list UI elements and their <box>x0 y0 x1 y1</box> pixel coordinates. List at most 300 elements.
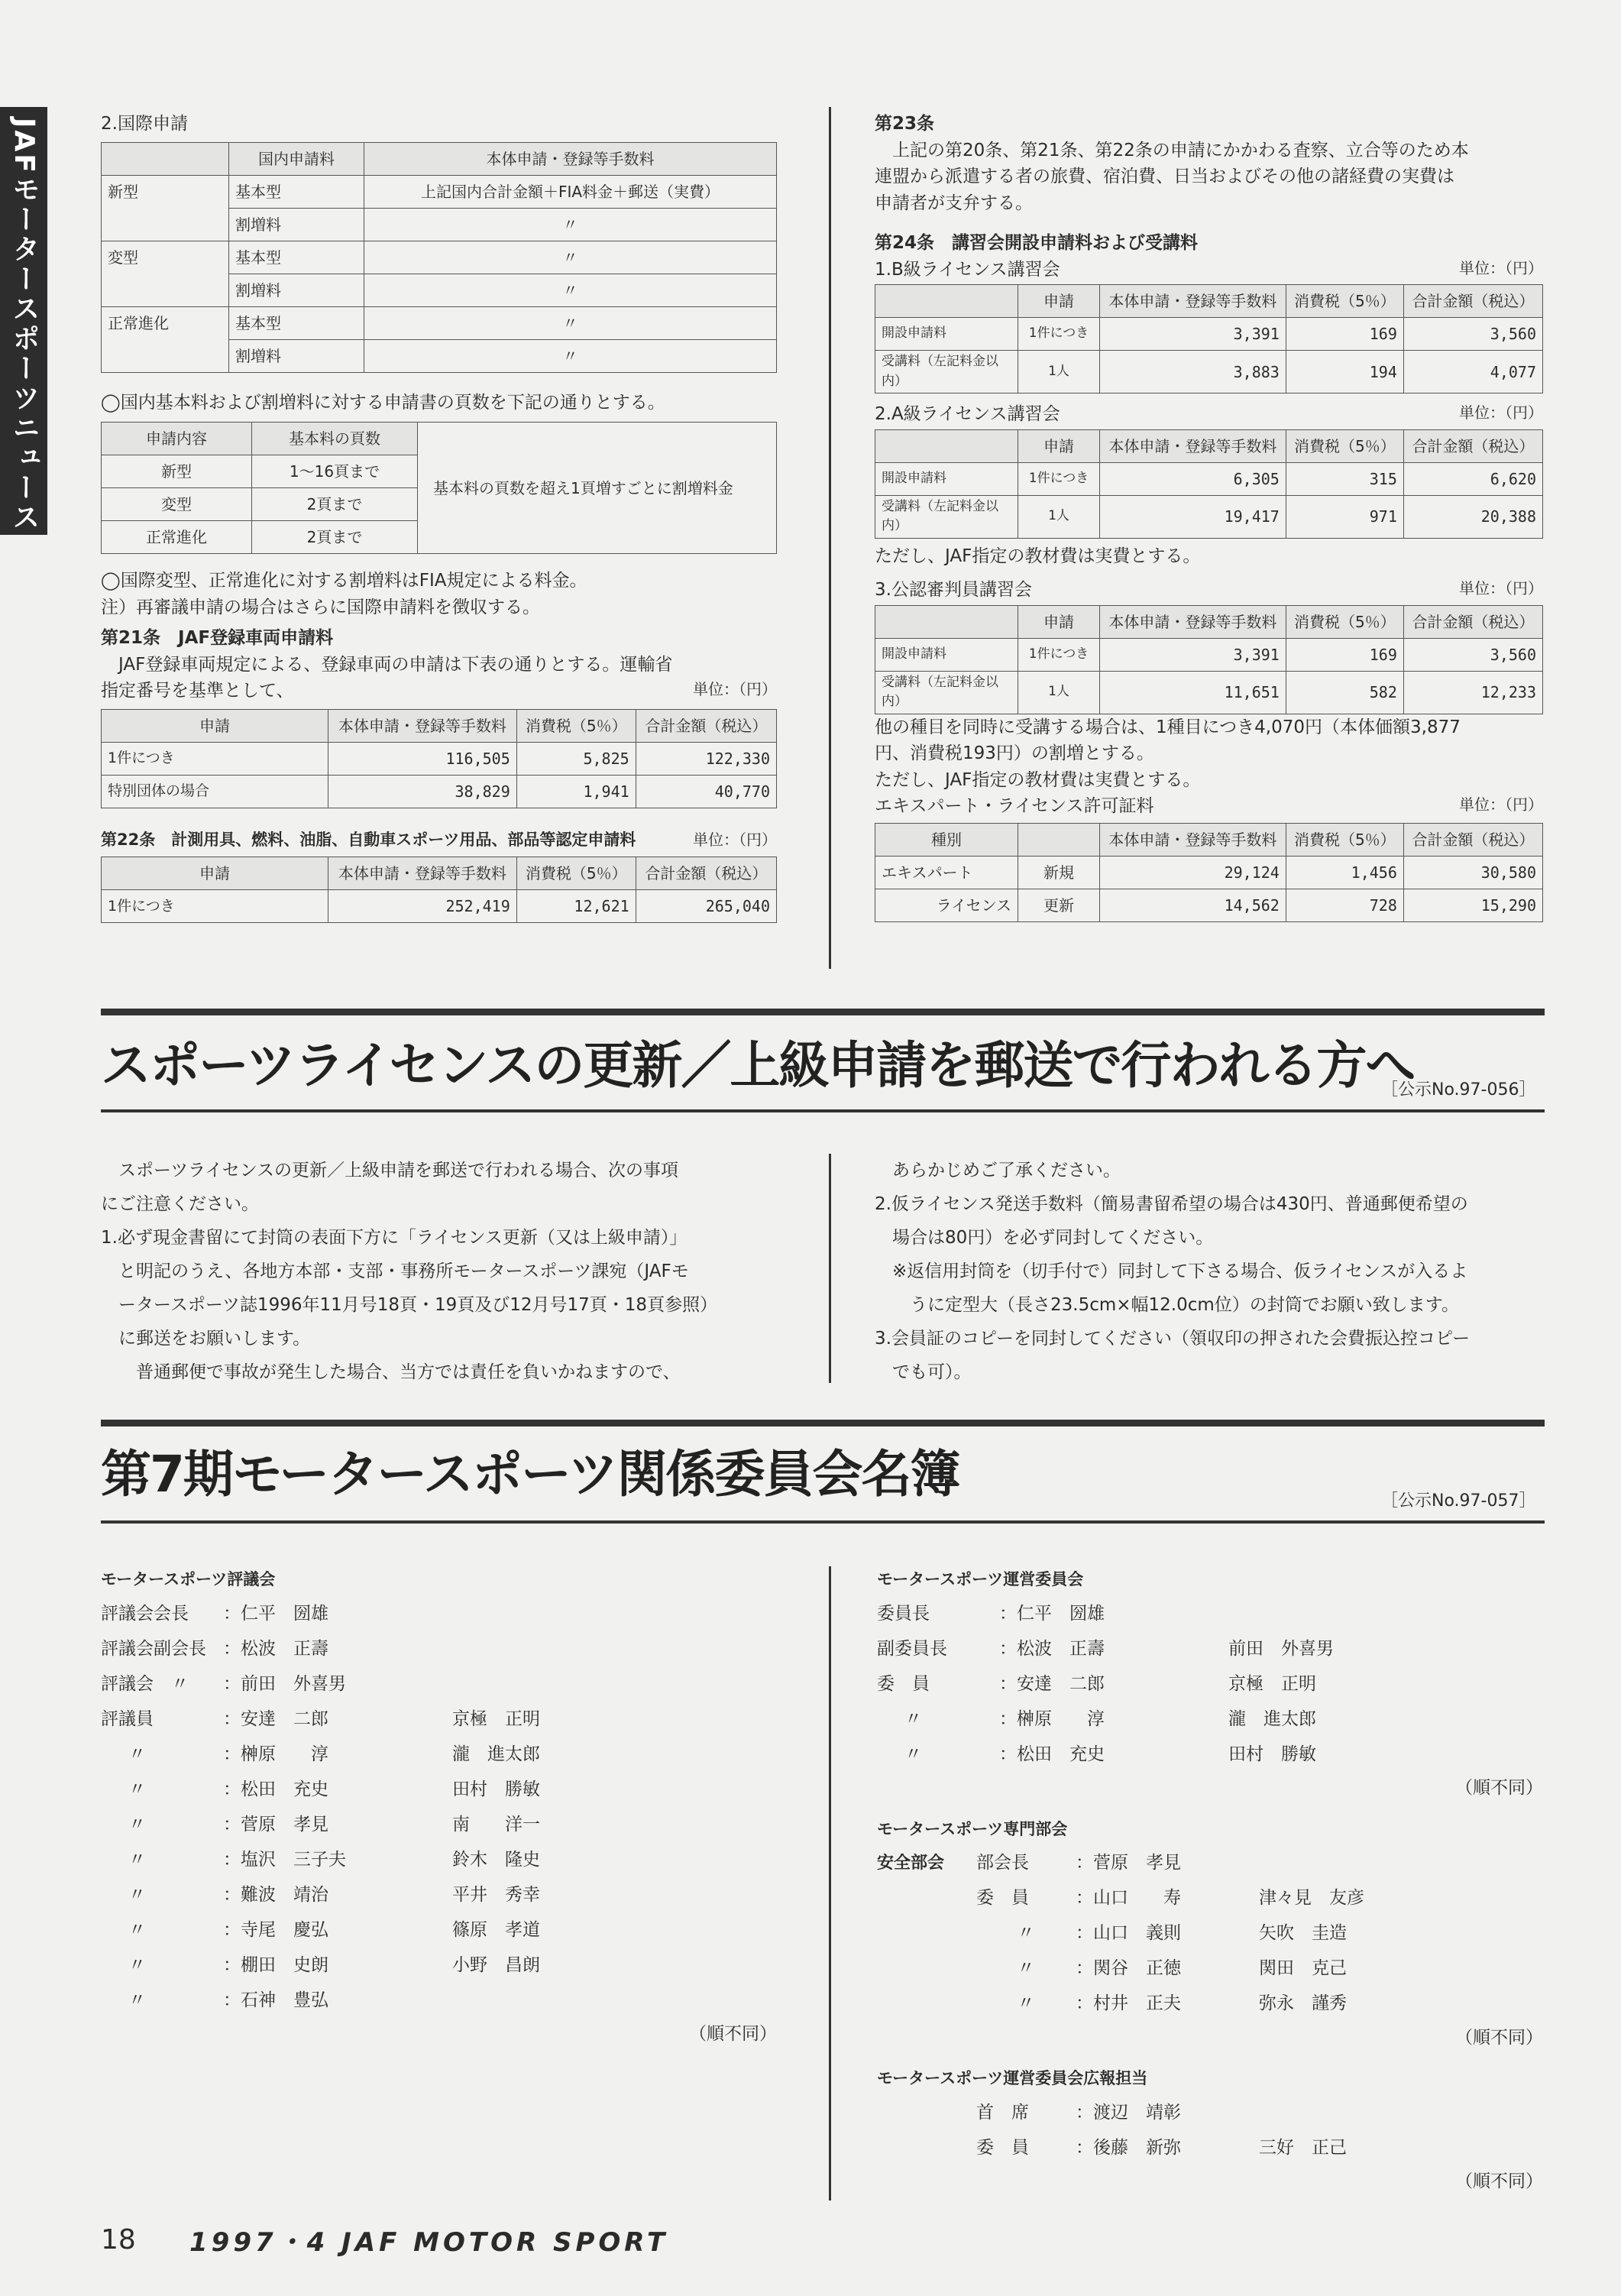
section2-text: 普通郵便で事故が発生した場合、当方では責任を負いかねますので、 <box>136 1362 681 1382</box>
art21-body: 指定番号を基準として、 <box>101 681 294 701</box>
section2-text: 3.会員証のコピーを同封してください（領収印の押された会費振込控コピー <box>875 1329 1471 1349</box>
art24-cell: 3,560 <box>1403 318 1542 351</box>
table-row <box>875 638 1543 671</box>
art24-cell: 3,391 <box>1100 318 1286 351</box>
roster-name: 小野 昌朗 <box>452 1954 540 1975</box>
column-divider <box>829 1154 831 1383</box>
art24-header <box>875 605 1018 638</box>
intl-cell: 割増料 <box>229 208 364 241</box>
art24-header: 合計金額（税込） <box>1403 429 1542 462</box>
roster-name: 前田 外喜男 <box>1228 1638 1334 1659</box>
roster-name: 京極 正明 <box>1228 1673 1316 1694</box>
art24-cell: 1人 <box>1018 495 1100 538</box>
publication <box>189 2223 668 2262</box>
steering-rows <box>877 1596 1543 1772</box>
roster-row <box>877 1596 1543 1631</box>
pages-cell: 変型 <box>102 488 252 521</box>
roster-row <box>101 1666 777 1702</box>
table-row <box>875 889 1543 921</box>
expert-cell: 728 <box>1286 889 1403 921</box>
table-row <box>102 339 777 372</box>
roster-right <box>877 1563 1543 2195</box>
fee-cell: 1件につき <box>102 742 328 775</box>
intl-cell: 割増料 <box>229 339 364 372</box>
fee-header: 本体申請・登録等手数料 <box>328 709 517 742</box>
roster-row <box>101 1807 777 1842</box>
section2-right <box>875 1154 1547 1389</box>
roster-name: ：難波 靖治 <box>223 1884 328 1905</box>
special-heading: モータースポーツ専門部会 <box>877 1819 1068 1838</box>
roster-name: ：関谷 正徳 <box>1076 1958 1181 1979</box>
art24-cell: 1人 <box>1018 671 1100 714</box>
fee-cell: 12,621 <box>516 890 636 923</box>
section2-text: と明記のうえ、各地方本部・支部・事務所モータースポーツ課宛（JAFモ <box>118 1261 689 1281</box>
expert-cell: エキスパート <box>875 856 1018 889</box>
roster-row <box>101 1912 777 1948</box>
expert-header: 種別 <box>875 823 1018 856</box>
art24-header <box>875 285 1018 318</box>
table-row <box>102 274 777 306</box>
banner-rule <box>101 1109 1545 1112</box>
expert-cell: 1,456 <box>1286 856 1403 889</box>
roster-row <box>877 1737 1543 1772</box>
roster-role: 〃 <box>1017 1993 1035 2014</box>
banner-rule <box>101 1520 1545 1524</box>
roster-role: 委 員 <box>976 1888 1029 1909</box>
art24-cell: 1人 <box>1018 351 1100 393</box>
intl-cell: 基本型 <box>229 241 364 274</box>
expert-cell: ライセンス <box>875 889 1018 921</box>
art24-cell: 6,305 <box>1100 462 1286 495</box>
roster-row <box>877 1631 1543 1666</box>
pr-heading: モータースポーツ運営委員会広報担当 <box>877 2069 1148 2087</box>
intl-cell: 上記国内合計金額＋FIA料金＋郵送（実費） <box>364 175 777 208</box>
table-row <box>102 890 777 923</box>
roster-name: ：山口 義則 <box>1076 1923 1181 1944</box>
roster-name: 田村 勝敏 <box>1228 1744 1316 1764</box>
art22-unit: 単位：（円） <box>693 830 777 849</box>
section2-text: にご注意ください。 <box>101 1194 259 1214</box>
art24-header: 消費税（5％） <box>1286 605 1403 638</box>
intl-cell: 〃 <box>364 241 777 274</box>
art24-note-multi: 他の種目を同時に受講する場合は、1種目につき4,070円（本体価額3,877 <box>875 717 1461 737</box>
art23-title: 第23条 <box>875 114 935 134</box>
fee-cell: 特別団体の場合 <box>102 775 328 808</box>
art24-cell: 19,417 <box>1100 495 1286 538</box>
section2-text: ※返信用封筒を（切手付で）同封して下さる場合、仮ライセンスが入るよ <box>892 1261 1468 1281</box>
art23-body: 申請者が支弁する。 <box>875 193 1033 213</box>
art24-note-material: ただし、JAF指定の教材費は実費とする。 <box>875 546 1201 566</box>
expert-cell: 30,580 <box>1403 856 1542 889</box>
roster-name: ：松田 充史 <box>223 1779 328 1799</box>
art24-cell: 3,391 <box>1100 638 1286 671</box>
roster-role: 委 員 <box>976 2137 1029 2158</box>
art24-table <box>875 605 1543 714</box>
fee-header: 消費税（5％） <box>516 709 636 742</box>
expert-header: 合計金額（税込） <box>1403 823 1542 856</box>
section2-text: に郵送をお願いします。 <box>118 1329 311 1349</box>
intl-cell: 基本型 <box>229 306 364 339</box>
art24-table <box>875 429 1543 539</box>
roster-name: ：安達 二郎 <box>223 1708 328 1729</box>
pr-rows <box>877 2095 1543 2165</box>
roster-row <box>877 1987 1543 2022</box>
art24-cell: 1件につき <box>1018 462 1100 495</box>
art24-cell: 3,560 <box>1403 638 1542 671</box>
banner-rule <box>101 1009 1545 1015</box>
fee-cell: 5,825 <box>516 742 636 775</box>
table-row <box>875 856 1543 889</box>
intl-cell: 割増料 <box>229 274 364 306</box>
order-note: （順不同） <box>1455 2027 1543 2048</box>
expert-unit: 単位：（円） <box>1459 795 1543 814</box>
fee-cell: 265,040 <box>636 890 776 923</box>
art24-cell: 1件につき <box>1018 318 1100 351</box>
intl-header <box>102 142 229 175</box>
roster-name: ：石神 豊弘 <box>223 1990 328 2010</box>
roster-row <box>877 1702 1543 1737</box>
roster-role: 〃 <box>128 1779 146 1799</box>
intl-cell: 〃 <box>364 274 777 306</box>
intl-header: 国内申請料 <box>229 142 364 175</box>
roster-role: 副委員長 <box>877 1638 947 1659</box>
roster-name: ：松波 正壽 <box>223 1638 328 1659</box>
table-row <box>875 495 1543 538</box>
roster-row <box>101 1702 777 1737</box>
fee-header: 合計金額（税込） <box>636 709 776 742</box>
roster-name: ：松田 充史 <box>999 1744 1105 1764</box>
roster-name: ：松波 正壽 <box>999 1638 1105 1659</box>
roster-name: 鈴木 隆史 <box>452 1849 540 1870</box>
art21-title: 第21条 JAF登録車両申請料 <box>101 628 334 648</box>
section2-text: あらかじめご了承ください。 <box>892 1161 1121 1180</box>
expert-cell: 更新 <box>1018 889 1100 921</box>
art24-block-header <box>875 257 1543 283</box>
pages-header-1: 申請内容 <box>102 423 252 455</box>
roster-role: 〃 <box>128 1849 146 1870</box>
roster-name: 篠原 孝道 <box>452 1919 540 1940</box>
fee-cell: 38,829 <box>328 775 517 808</box>
roster-name: ：塩沢 三子夫 <box>223 1849 346 1870</box>
art24-cell: 受講料（左記料金以内） <box>875 351 1018 393</box>
roster-name: ：寺尾 慶弘 <box>223 1919 328 1940</box>
art24-cell: 194 <box>1286 351 1403 393</box>
roster-name: ：安達 二郎 <box>999 1673 1105 1694</box>
fee-cell: 1,941 <box>516 775 636 808</box>
table-row <box>875 351 1543 393</box>
roster-name: 津々見 友彦 <box>1259 1888 1364 1909</box>
pages-note: ◯国内基本料および割増料に対する申請書の頁数を下記の通りとする。 <box>101 392 665 413</box>
section2-text: スポーツライセンスの更新／上級申請を郵送で行われる場合、次の事項 <box>118 1161 679 1180</box>
right-column <box>875 111 1543 922</box>
intl-header: 本体申請・登録等手数料 <box>364 142 777 175</box>
art24-block-label: 2.A級ライセンス講習会 <box>875 404 1060 424</box>
art24-cell: 20,388 <box>1403 495 1542 538</box>
art24-blocks <box>875 257 1543 714</box>
fee-cell: 252,419 <box>328 890 517 923</box>
art24-block-header <box>875 401 1543 428</box>
art24-header: 合計金額（税込） <box>1403 605 1542 638</box>
order-note: （順不同） <box>689 2024 777 2044</box>
expert-header: 本体申請・登録等手数料 <box>1100 823 1286 856</box>
expert-header <box>1018 823 1100 856</box>
roster-role: 評議員 <box>101 1708 154 1729</box>
pages-side-note: 基本料の頁数を超え1頁増すごとに割増料金 <box>418 423 777 554</box>
roster-name: 矢吹 圭造 <box>1259 1923 1347 1944</box>
section3-notice: ［公示No.97-057］ <box>1381 1491 1536 1511</box>
fee-header: 申請 <box>102 709 328 742</box>
roster-name: 田村 勝敏 <box>452 1779 540 1799</box>
council-heading: モータースポーツ評議会 <box>101 1570 276 1588</box>
art24-cell: 6,620 <box>1403 462 1542 495</box>
council-rows <box>101 1596 777 2018</box>
roster-name: 瀧 進太郎 <box>452 1744 540 1764</box>
roster-role: 〃 <box>128 1884 146 1905</box>
art24-cell: 11,651 <box>1100 671 1286 714</box>
intl-cell: 正常進化 <box>102 306 229 339</box>
fee-header: 本体申請・登録等手数料 <box>328 857 517 890</box>
table-row <box>102 775 777 808</box>
special-rows <box>877 1881 1543 2022</box>
intl-cell <box>102 339 229 372</box>
side-tab-label: JAFモータースポーツニュース <box>8 118 40 533</box>
roster-name: 京極 正明 <box>452 1708 540 1729</box>
table-row <box>875 462 1543 495</box>
art24-header: 消費税（5％） <box>1286 285 1403 318</box>
roster-row <box>877 2095 1543 2130</box>
table-row <box>102 742 777 775</box>
roster-row <box>101 1596 777 1631</box>
intl-cell: 新型 <box>102 175 229 208</box>
section2-text: でも可）。 <box>892 1362 972 1382</box>
roster-role: 評議会副会長 <box>101 1638 206 1659</box>
art24-cell: 582 <box>1286 671 1403 714</box>
roster-role: 〃 <box>128 1814 146 1835</box>
art24-cell: 開設申請料 <box>875 638 1018 671</box>
fee-header: 申請 <box>102 857 328 890</box>
roster-name: 関田 克己 <box>1259 1958 1347 1979</box>
left-column <box>101 111 777 923</box>
roster-name: ：渡辺 靖彰 <box>1076 2102 1181 2123</box>
fee-cell: 122,330 <box>636 742 776 775</box>
art24-header: 消費税（5％） <box>1286 429 1403 462</box>
art24-block-label: 3.公認審判員講習会 <box>875 580 1032 600</box>
art24-header: 申請 <box>1018 605 1100 638</box>
intl-cell: 〃 <box>364 208 777 241</box>
column-divider <box>829 1566 831 2200</box>
table-row <box>102 175 777 208</box>
pages-cell: 正常進化 <box>102 521 252 554</box>
art24-header: 申請 <box>1018 285 1100 318</box>
roster-name: ：菅原 孝見 <box>223 1814 328 1835</box>
note-fia: ◯国際変型、正常進化に対する割増料はFIA規定による料金。 <box>101 571 587 591</box>
art24-header: 本体申請・登録等手数料 <box>1100 429 1286 462</box>
roster-name: ：後藤 新弥 <box>1076 2137 1181 2158</box>
table-row <box>102 241 777 274</box>
roster-role: 〃 <box>904 1708 922 1729</box>
roster-role: 評議会会長 <box>101 1603 189 1624</box>
side-tab <box>0 107 47 535</box>
page-number-text: 18 <box>101 2224 136 2256</box>
art24-unit: 単位：（円） <box>1459 258 1543 277</box>
column-divider <box>829 107 831 969</box>
roster-name: ：山口 寿 <box>1076 1888 1181 1909</box>
art24-header: 本体申請・登録等手数料 <box>1100 285 1286 318</box>
roster-role: 〃 <box>1017 1923 1035 1944</box>
roster-name: 瀧 進太郎 <box>1228 1708 1316 1729</box>
art24-header: 本体申請・登録等手数料 <box>1100 605 1286 638</box>
section2-text: 場合は80円）を必ず同封してください。 <box>892 1228 1214 1248</box>
roster-name: ：仁平 圀雄 <box>223 1603 328 1624</box>
roster-role: 〃 <box>904 1744 922 1764</box>
section2-text: 1.必ず現金書留にて封筒の表面下方に「ライセンス更新（又は上級申請）」 <box>101 1228 688 1248</box>
roster-row <box>101 1842 777 1877</box>
section-heading: 2.国際申請 <box>101 114 188 134</box>
steering-heading: モータースポーツ運営委員会 <box>877 1570 1084 1588</box>
intl-cell <box>102 208 229 241</box>
roster-role: 首 席 <box>976 2102 1029 2123</box>
roster-role: 〃 <box>1017 1958 1035 1979</box>
roster-role: 評議会 〃 <box>101 1673 189 1694</box>
roster-name: 弥永 謹秀 <box>1259 1993 1347 2014</box>
roster-role: 委員長 <box>877 1603 930 1624</box>
fee-cell: 40,770 <box>636 775 776 808</box>
roster-row <box>877 1951 1543 1987</box>
art24-cell: 169 <box>1286 318 1403 351</box>
expert-cell: 新規 <box>1018 856 1100 889</box>
art23-body: 連盟から派遣する者の旅費、宿泊費、日当およびその他の諸経費の実費は <box>875 167 1454 186</box>
pages-cell: 新型 <box>102 455 252 488</box>
roster-name: 三好 正己 <box>1259 2137 1347 2158</box>
intl-cell <box>102 274 229 306</box>
section2-title: スポーツライセンスの更新／上級申請を郵送で行われる方へ <box>101 1036 1415 1095</box>
art24-block-header <box>875 577 1543 604</box>
page-number <box>101 2220 136 2261</box>
council-block <box>101 1563 777 2048</box>
roster-name: ：前田 外喜男 <box>223 1673 346 1694</box>
art24-title: 第24条 講習会開設申請料および受講料 <box>875 233 1199 253</box>
section2-text: ータースポーツ誌1996年11月号18頁・19頁及び12月号17頁・18頁参照） <box>118 1295 718 1315</box>
intl-cell: 変型 <box>102 241 229 274</box>
roster-row <box>101 1631 777 1666</box>
expert-title: エキスパート・ライセンス許可証料 <box>875 796 1154 816</box>
roster-row <box>101 1737 777 1772</box>
art24-header <box>875 429 1018 462</box>
art24-cell: 169 <box>1286 638 1403 671</box>
order-note: （順不同） <box>1455 2171 1543 2191</box>
roster-role: 〃 <box>128 1744 146 1764</box>
roster-row <box>877 1666 1543 1702</box>
pages-cell: 1〜16頁まで <box>252 455 418 488</box>
roster-name: ：村井 正夫 <box>1076 1993 1181 2014</box>
art24-cell: 3,883 <box>1100 351 1286 393</box>
publication-text: 1997・4 JAF MOTOR SPORT <box>189 2227 669 2258</box>
banner-rule <box>101 1420 1545 1426</box>
intl-cell: 〃 <box>364 339 777 372</box>
art23-body: 上記の第20条、第21条、第22条の申請にかかわる査察、立合等のため本 <box>892 140 1469 160</box>
art24-note-material: ただし、JAF指定の教材費は実費とする。 <box>875 769 1201 790</box>
roster-row <box>101 1948 777 1983</box>
expert-table <box>875 823 1543 922</box>
special-sub: 安全部会 <box>877 1854 945 1873</box>
roster-row <box>101 1772 777 1807</box>
expert-header: 消費税（5％） <box>1286 823 1403 856</box>
section2-text: うに定型大（長さ23.5cm×幅12.0cm位）の封筒でお願い致します。 <box>910 1295 1459 1315</box>
art21-table <box>101 709 777 808</box>
art24-table <box>875 284 1543 393</box>
roster-role: 〃 <box>128 1990 146 2010</box>
note-reexam: 注）再審議申請の場合はさらに国際申請料を徴収する。 <box>101 597 540 617</box>
art24-unit: 単位：（円） <box>1459 579 1543 597</box>
art24-cell: 12,233 <box>1403 671 1542 714</box>
roster-name: ：仁平 圀雄 <box>999 1603 1105 1624</box>
art24-cell: 1件につき <box>1018 638 1100 671</box>
roster-name: ：榊原 淳 <box>223 1744 328 1764</box>
expert-cell: 29,124 <box>1100 856 1286 889</box>
intl-fee-table <box>101 142 777 373</box>
section2-text: 2.仮ライセンス発送手数料（簡易書留希望の場合は430円、普通郵便希望の <box>875 1194 1468 1214</box>
order-note: （順不同） <box>1455 1778 1543 1798</box>
pages-table <box>101 422 777 554</box>
table-row <box>875 318 1543 351</box>
art24-cell: 開設申請料 <box>875 462 1018 495</box>
expert-cell: 14,562 <box>1100 889 1286 921</box>
art24-cell: 4,077 <box>1403 351 1542 393</box>
roster-row <box>101 1983 777 2018</box>
intl-cell: 〃 <box>364 306 777 339</box>
fee-cell: 116,505 <box>328 742 517 775</box>
art24-unit: 単位：（円） <box>1459 403 1543 422</box>
fee-header: 合計金額（税込） <box>636 857 776 890</box>
art24-cell: 315 <box>1286 462 1403 495</box>
art24-cell: 受講料（左記料金以内） <box>875 495 1018 538</box>
art24-header: 申請 <box>1018 429 1100 462</box>
fee-cell: 1件につき <box>102 890 328 923</box>
art24-cell: 971 <box>1286 495 1403 538</box>
art24-header: 合計金額（税込） <box>1403 285 1542 318</box>
roster-role: 〃 <box>128 1919 146 1940</box>
pages-header-2: 基本料の頁数 <box>252 423 418 455</box>
roster-name: 南 洋一 <box>452 1814 540 1835</box>
roster-role: 部会長 <box>976 1853 1029 1873</box>
fee-header: 消費税（5％） <box>516 857 636 890</box>
art24-cell: 開設申請料 <box>875 318 1018 351</box>
art21-body: JAF登録車両規定による、登録車両の申請は下表の通りとする。運輸省 <box>118 654 673 675</box>
art24-cell: 受講料（左記料金以内） <box>875 671 1018 714</box>
section2-left <box>101 1154 788 1389</box>
table-row <box>875 671 1543 714</box>
roster-role: 〃 <box>128 1954 146 1975</box>
section2-notice: ［公示No.97-056］ <box>1381 1080 1536 1099</box>
roster-row <box>877 2130 1543 2165</box>
roster-name: 平井 秀幸 <box>452 1884 540 1905</box>
section3-title: 第7期モータースポーツ関係委員会名簿 <box>101 1445 959 1504</box>
art24-block-label: 1.B級ライセンス講習会 <box>875 259 1060 280</box>
table-row <box>102 208 777 241</box>
intl-cell: 基本型 <box>229 175 364 208</box>
pages-cell: 2頁まで <box>252 488 418 521</box>
roster-name: ：榊原 淳 <box>999 1708 1105 1729</box>
art22-title: 第22条 計測用具、燃料、油脂、自動車スポーツ用品、部品等認定申請料 <box>101 830 636 849</box>
art22-table <box>101 857 777 923</box>
art24-note-multi: 円、消費税193円）の割増とする。 <box>875 743 1154 763</box>
roster-name: ：棚田 史朗 <box>223 1954 328 1975</box>
roster-role: 委 員 <box>877 1673 930 1694</box>
pages-cell: 2頁まで <box>252 521 418 554</box>
roster-row <box>877 1881 1543 1916</box>
roster-row <box>877 1916 1543 1951</box>
art21-unit: 単位：（円） <box>693 680 777 698</box>
